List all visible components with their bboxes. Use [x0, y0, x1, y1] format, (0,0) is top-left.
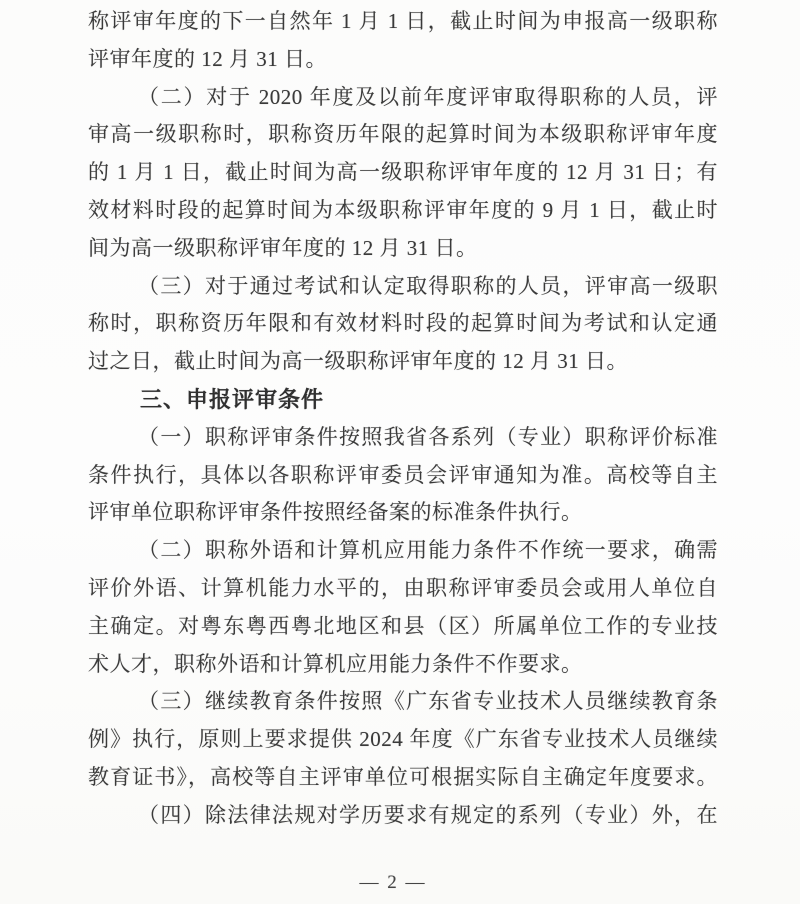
text-line: 评审年度的 12 月 31 日。	[88, 46, 327, 71]
text-line: 评审单位职称评审条件按照经备案的标准条件执行。	[88, 500, 583, 525]
text-line: 称时，职称资历年限和有效材料时段的起算时间为考试和认定通	[88, 311, 718, 336]
text-line: 条件执行，具体以各职称评审委员会评审通知为准。高校等自主	[88, 462, 718, 487]
text-line: 审高一级职称时，职称资历年限的起算时间为本级职称评审年度	[88, 122, 718, 147]
text-line: （二）职称外语和计算机应用能力条件不作统一要求，确需	[138, 538, 718, 563]
text-line: （一）职称评审条件按照我省各系列（专业）职称评价标准	[138, 424, 718, 449]
text-line: 主确定。对粤东粤西粤北地区和县（区）所属单位工作的专业技	[88, 613, 718, 638]
text-line: （三）继续教育条件按照《广东省专业技术人员继续教育条	[138, 689, 718, 714]
page-footer	[0, 872, 786, 894]
text-line: （四）除法律法规对学历要求有规定的系列（专业）外，在	[138, 802, 718, 827]
text-line: 例》执行，原则上要求提供 2024 年度《广东省专业技术人员继续	[88, 727, 718, 752]
text-line: （三）对于通过考试和认定取得职称的人员，评审高一级职	[138, 273, 718, 298]
text-line: 称评审年度的下一自然年 1 月 1 日，截止时间为申报高一级职称	[88, 9, 718, 33]
text-line: 术人才，职称外语和计算机应用能力条件不作要求。	[88, 651, 583, 676]
section-heading: 三、申报评审条件	[140, 386, 325, 412]
text-line: 评价外语、计算机能力水平的，由职称评审委员会或用人单位自	[88, 575, 718, 600]
text-line: 间为高一级职称评审年度的 12 月 31 日。	[88, 235, 478, 260]
text-line: （二）对于 2020 年度及以前年度评审取得职称的人员，评	[138, 84, 718, 109]
text-line: 过之日，截止时间为高一级职称评审年度的 12 月 31 日。	[88, 349, 628, 374]
text-line: 的 1 月 1 日，截止时间为高一级职称评审年度的 12 月 31 日；有	[88, 160, 718, 185]
page-number: — 2 —	[359, 872, 427, 893]
text-line: 教育证书》，高校等自主评审单位可根据实际自主确定年度要求。	[88, 764, 718, 789]
text-line: 效材料时段的起算时间为本级职称评审年度的 9 月 1 日，截止时	[88, 197, 718, 222]
document-body	[88, 3, 718, 835]
